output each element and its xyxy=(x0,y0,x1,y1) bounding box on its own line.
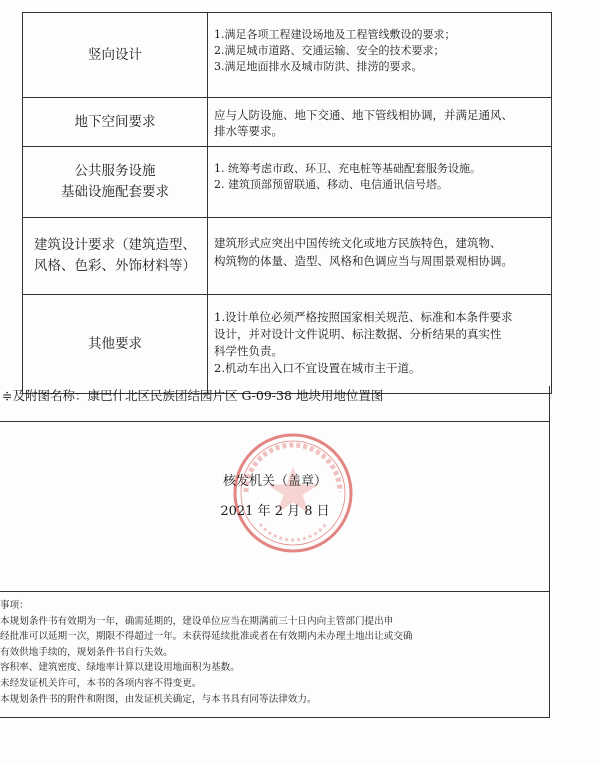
row-label-line: 竖向设计 xyxy=(88,46,142,63)
attachment-name: ≑及附图名称：康巴什北区民族团结园片区 G-09-38 地块用地位置图 xyxy=(2,388,384,403)
notes-line: 经批准可以延期一次，期限不得超过一年。未获得延续批准或者在有效期内未办理土地出让或交确 xyxy=(0,631,413,643)
notes-line: 有效供地手续的，规划条件书自行失效。 xyxy=(0,646,173,658)
issue-date: 2021 年 2 月 8 日 xyxy=(220,504,330,519)
content-line: 3.满足地面排水及城市防洪、排涝的要求。 xyxy=(214,60,423,73)
row-content xyxy=(208,98,551,146)
row-content xyxy=(208,218,551,294)
row-label xyxy=(23,218,208,294)
row-content xyxy=(208,295,551,393)
row-label xyxy=(23,295,208,393)
row-label-line: 公共服务设施 xyxy=(74,163,156,179)
table-row-architecture xyxy=(23,218,551,295)
content-line: 应与人防设施、地下交通、地下管线相协调，并满足通风、 xyxy=(214,108,513,122)
row-label-line: 其他要求 xyxy=(88,335,142,352)
content-line: 2.机动车出入口不宜设置在城市主干道。 xyxy=(214,361,421,375)
row-label xyxy=(23,98,208,146)
content-line: 构筑物的体量、造型、风格和色调应当与周围景观相协调。 xyxy=(214,254,513,268)
content-line: 2.满足城市道路、交通运输、安全的技术要求； xyxy=(214,44,445,57)
content-line: 1.设计单位必须严格按照国家相关规范、标准和本条件要求 xyxy=(214,310,513,324)
table-row-public-services xyxy=(23,147,551,218)
row-label-line: 基础设施配套要求 xyxy=(61,184,169,200)
content-line: 科学性负责。 xyxy=(214,344,283,358)
official-seal-icon xyxy=(232,432,354,554)
row-label xyxy=(23,13,208,97)
content-line: 建筑形式应突出中国传统文化或地方民族特色，建筑物、 xyxy=(214,236,502,250)
notes-line: 本规划条件书有效期为一年，确需延期的，建设单位应当在期满前三十日内向主管部门提出申 xyxy=(0,615,394,627)
content-line: 2. 建筑顶部预留联通、移动、电信通讯信号塔。 xyxy=(214,178,448,191)
requirements-table xyxy=(22,12,552,394)
table-row-other xyxy=(23,295,551,394)
row-label-line: 地下空间要求 xyxy=(74,113,156,130)
attachment-name-row xyxy=(0,386,550,422)
content-line: 1.满足各项工程建设场地及工程管线敷设的要求； xyxy=(214,28,456,41)
row-label-line: 风格、色彩、外饰材料等） xyxy=(34,258,196,274)
content-line: 设计，并对设计文件说明、标注数据、分析结果的真实性 xyxy=(214,327,502,341)
row-content xyxy=(208,13,551,97)
notes-line: 事项： xyxy=(0,600,29,611)
table-row-underground-space xyxy=(23,98,551,147)
row-label-line: 建筑设计要求（建筑造型、 xyxy=(34,237,196,253)
notes-line: 容积率、建筑密度、绿地率计算以建设用地面积为基数。 xyxy=(0,662,240,674)
content-line: 排水等要求。 xyxy=(214,124,283,138)
row-content xyxy=(208,147,551,217)
notes-section xyxy=(0,592,550,718)
notes-line: 本规划条件书的附件和附图，由发证机关确定，与本书具有同等法律效力。 xyxy=(0,693,317,705)
table-row-vertical-design xyxy=(23,13,551,98)
notes-line: 未经发证机关许可，本书的各项内容不得变更。 xyxy=(0,677,202,689)
row-label xyxy=(23,147,208,217)
content-line: 1. 统筹考虑市政、环卫、充电桩等基础配套服务设施。 xyxy=(214,162,481,175)
issuer-label: 核发机关（盖章） xyxy=(222,474,327,489)
